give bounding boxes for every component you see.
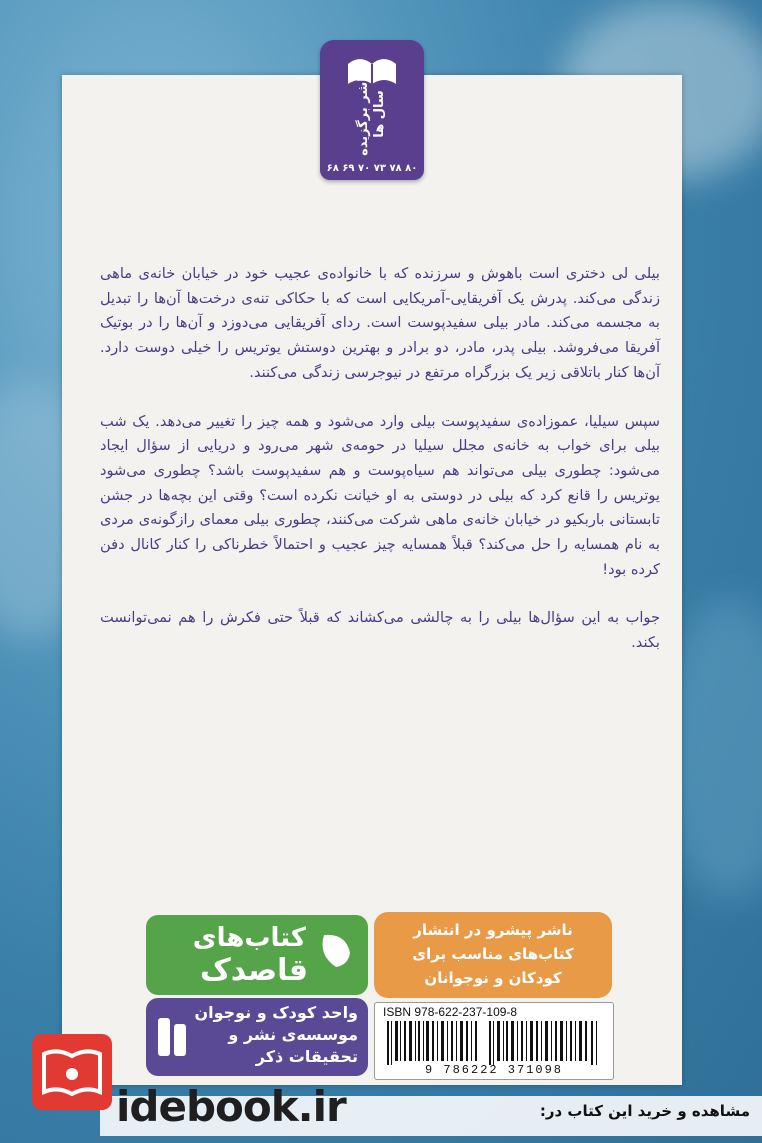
book-shop-icon[interactable] xyxy=(32,1034,112,1110)
tagline-line-1: ناشر پیشرو در انتشار xyxy=(413,921,573,939)
zekr-symbol-icon xyxy=(154,1014,192,1060)
description-paragraph-1: بیلی لی دختری است باهوش و سرزنده که با خانواده‌ی عجیب خود در خیابان خانه‌ی ماهی زندگی می‌کند. پدرش یک آفریقایی-آمریکایی است که با حکاکی تنه‌ی درخت‌ها آن‌ها را تبدیل به مجسمه می‌کند. مادر بیلی سفیدپوست است. ردای آفریقایی می‌دوزد و آن‌ها را در بوتیک آفریقا می‌فروشد. بیلی پدر، مادر، دو برادر و بهترین دوستش یوتریس را خیلی دوست دارد. آن‌ها کنار باتلاقی زیر یک بزرگراه مرتفع در نیوجرسی زندگی می‌کنند. xyxy=(100,265,660,381)
zekr-line-1: واحد کودک و نوجوان xyxy=(194,1003,358,1022)
leaf-icon xyxy=(316,929,356,969)
ghasedak-logo xyxy=(146,915,368,995)
tagline-line-3: کودکان و نوجوانان xyxy=(424,969,562,987)
open-book-icon xyxy=(32,1034,112,1110)
isbn-label: ISBN 978-622-237-109-8 xyxy=(383,1005,518,1019)
ghasedak-line-1: کتاب‌های xyxy=(192,923,306,953)
tagline-line-2: کتاب‌های مناسب برای xyxy=(412,945,574,963)
book-description xyxy=(100,262,660,680)
barcode-graphic xyxy=(385,1021,601,1065)
ad-brand-link[interactable]: idebook.ir xyxy=(116,1082,346,1131)
zekr-line-2: موسسه‌ی نشر و xyxy=(228,1025,358,1044)
ghasedak-line-2: قاصدک xyxy=(200,953,308,988)
publisher-tagline xyxy=(374,912,612,998)
description-paragraph-2: سپس سیلیا، عموزاده‌ی سفیدپوست بیلی وارد می‌شود و همه چیز را تغییر می‌دهد. یک شب بیلی برای خواب به خانه‌ی مجلل سیلیا در حومه‌ی شهر می‌رود و دریایی از سؤال ایجاد می‌شود: چطوری بیلی می‌تواند هم سیاه‌پوست و هم سفیدپوست باشد؟ چطوری می‌شود یوتریس را قانع کرد که بیلی در دوستی به او خیانت نکرده است؟ وقتی این بچه‌ها در جشن تابستانی باربکیو در خیابان خانه‌ی ماهی شرکت می‌کنند، چطوری بیلی معمای رازگونه‌ی مردی به نام همسایه را حل می‌کند؟ قبلاً همسایه چیز عجیب و احتمالاً خطرناکی را کنار کانال دفن کرده بود! xyxy=(100,412,660,578)
publisher-award-badge xyxy=(320,40,424,180)
barcode-number: 9 786222 371098 xyxy=(424,1063,564,1077)
badge-title: ناشر برگزیده سال ها xyxy=(356,72,387,156)
isbn-barcode xyxy=(374,1002,614,1080)
description-paragraph-3: جواب به این سؤال‌ها بیلی را به چالشی می‌کشاند که قبلاً حتی فکرش را هم نمی‌توانست بکند. xyxy=(100,609,660,652)
zekr-line-3: تحقیقات ذکر xyxy=(255,1047,358,1066)
ad-text: مشاهده و خرید این کتاب در: xyxy=(539,1102,750,1120)
zekr-logo xyxy=(146,998,368,1076)
badge-years: ۸۰ ۷۸ ۷۳ ۷۰ ۶۹ ۶۸ xyxy=(326,163,418,174)
